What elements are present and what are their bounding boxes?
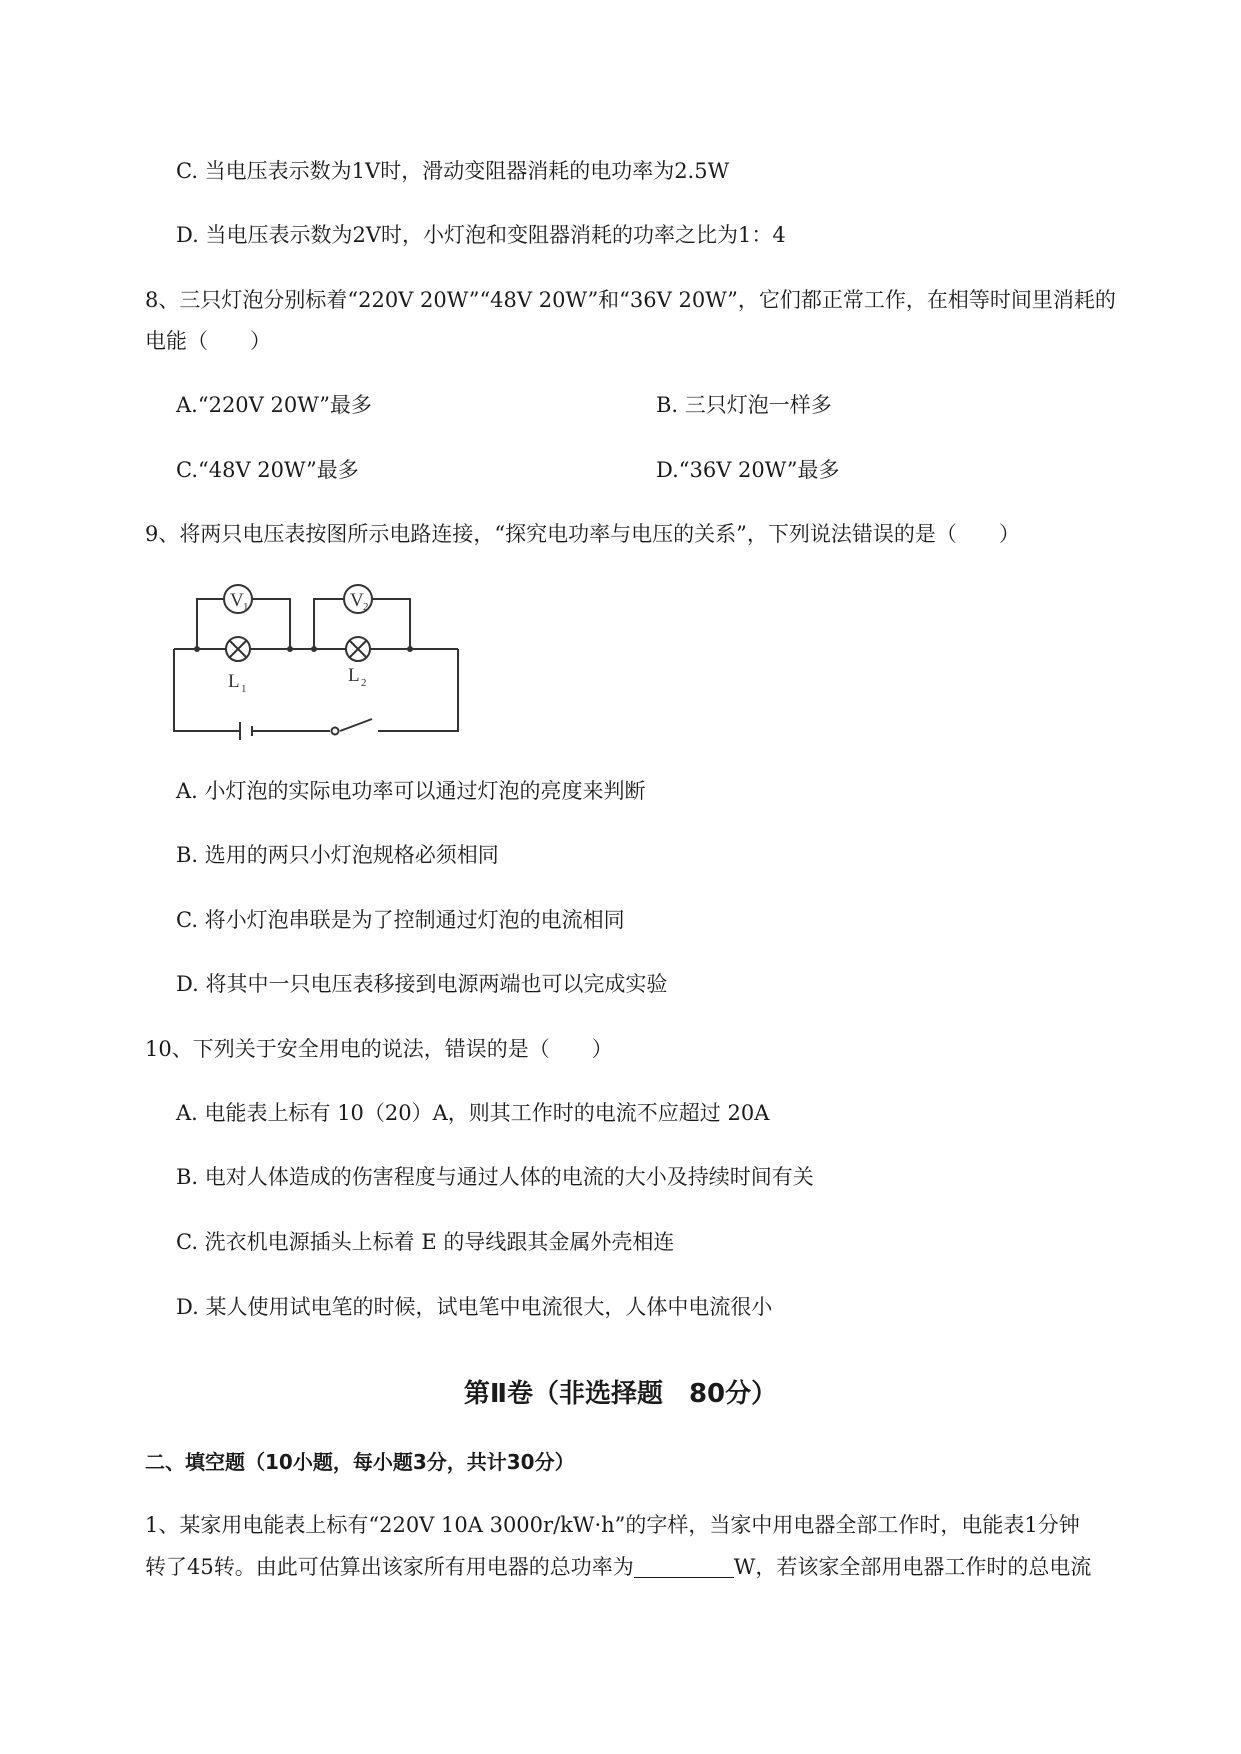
q8-stem-line1: 8、三只灯泡分别标着“220V 20W”“48V 20W”和“36V 20W”，它们都正常工作，在相等时间里消耗的	[145, 288, 1116, 312]
switch-lever	[340, 719, 372, 731]
part2-title: 第Ⅱ卷（非选择题 80分）	[463, 1379, 778, 1409]
junction-dot	[194, 646, 200, 652]
l1-label-sub: 1	[241, 683, 247, 695]
l1-label-letter: L	[228, 671, 240, 692]
q9-option-d: D. 将其中一只电压表移接到电源两端也可以完成实验	[176, 972, 668, 996]
q9-circuit-diagram	[170, 575, 470, 740]
voltmeter-v2-wires	[314, 599, 344, 649]
l2-label-sub: 2	[361, 677, 367, 689]
v2-label-letter: V	[350, 590, 364, 611]
q9-option-c: C. 将小灯泡串联是为了控制通过灯泡的电流相同	[176, 908, 625, 932]
q8-option-b: B. 三只灯泡一样多	[656, 393, 832, 417]
fill1-line2-before: 转了45转。由此可估算出该家所有用电器的总功率为	[145, 1555, 634, 1579]
q10-option-a: A. 电能表上标有 10（20）A，则其工作时的电流不应超过 20A	[176, 1101, 770, 1125]
q10-option-c: C. 洗衣机电源插头上标着 E 的导线跟其金属外壳相连	[176, 1230, 675, 1254]
fill1-line2-after: W，若该家全部用电器工作时的总电流	[733, 1555, 1092, 1579]
q7-option-d: D. 当电压表示数为2V时，小灯泡和变阻器消耗的功率之比为1：4	[176, 223, 786, 247]
q10-option-b: B. 电对人体造成的伤害程度与通过人体的电流的大小及持续时间有关	[176, 1165, 814, 1189]
fill-section-heading: 二、填空题（10小题，每小题3分，共计30分）	[145, 1450, 575, 1474]
q10-stem: 10、下列关于安全用电的说法，错误的是（ ）	[145, 1037, 613, 1061]
v1-label-sub: 1	[243, 601, 249, 613]
q9-option-a: A. 小灯泡的实际电功率可以通过灯泡的亮度来判断	[176, 779, 646, 803]
switch-pivot	[332, 728, 339, 735]
q9-option-b: B. 选用的两只小灯泡规格必须相同	[176, 843, 499, 867]
voltmeter-v1-wires	[197, 599, 224, 649]
l2-label-letter: L	[348, 665, 360, 686]
circuit-wire-right	[378, 649, 458, 731]
q8-option-d: D.“36V 20W”最多	[656, 458, 840, 482]
fill1-line1: 1、某家用电能表上标有“220V 10A 3000r/kW·h”的字样，当家中用电器全部工作时，电能表1分钟	[145, 1513, 1080, 1537]
q8-option-a: A.“220V 20W”最多	[176, 393, 372, 417]
q10-option-d: D. 某人使用试电笔的时候，试电笔中电流很大，人体中电流很小	[176, 1295, 773, 1319]
v2-label-sub: 2	[363, 601, 369, 613]
junction-dot	[407, 646, 413, 652]
q8-stem-line2: 电能（ ）	[145, 329, 271, 353]
q7-option-c: C. 当电压表示数为1V时，滑动变阻器消耗的电功率为2.5W	[176, 159, 730, 183]
q9-stem: 9、将两只电压表按图所示电路连接，“探究电功率与电压的关系”，下列说法错误的是（ ）	[145, 522, 1020, 546]
junction-dot	[311, 646, 317, 652]
answer-blank[interactable]	[634, 1555, 734, 1578]
v1-label-letter: V	[230, 590, 244, 611]
junction-dot	[287, 646, 293, 652]
q8-option-c: C.“48V 20W”最多	[176, 458, 359, 482]
fill1-line2	[145, 1552, 1091, 1582]
